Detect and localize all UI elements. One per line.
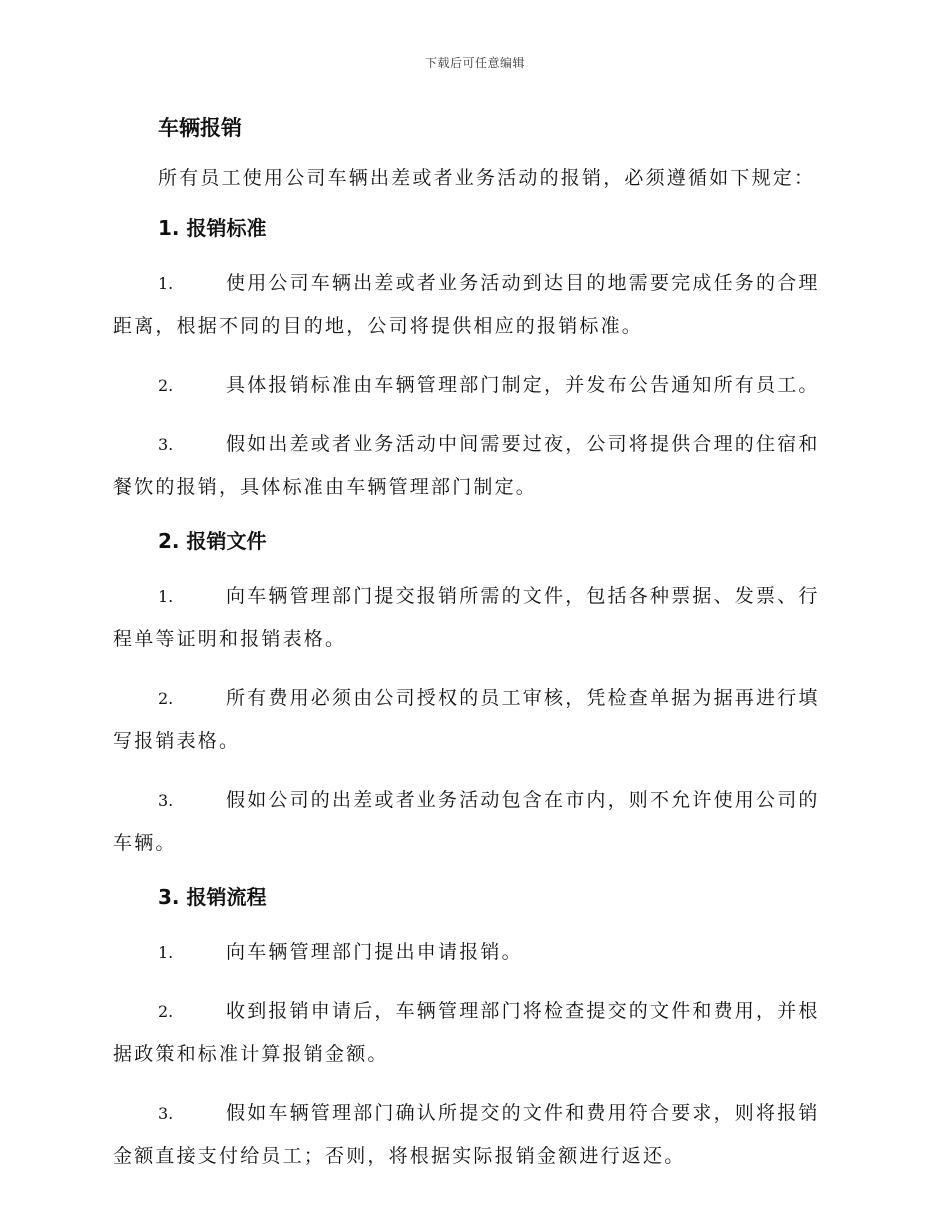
item-text: 向车辆管理部门提出申请报销。 (226, 941, 523, 963)
item-number: 1. (158, 587, 174, 606)
item-number: 3. (158, 435, 174, 454)
item-text: 具体报销标准由车辆管理部门制定，并发布公告通知所有员工。 (226, 374, 820, 396)
item-number: 3. (158, 1104, 174, 1123)
item-text: 假如出差或者业务活动中间需要过夜，公司将提供合理的住宿和餐饮的报销，具体标准由车辆管理部门制定。 (113, 433, 820, 498)
item-text: 使用公司车辆出差或者业务活动到达目的地需要完成任务的合理距离，根据不同的目的地，公司将提供相应的报销标准。 (113, 272, 820, 337)
section-heading: 3. 报销流程 (158, 885, 267, 909)
section-heading: 2. 报销文件 (158, 529, 267, 553)
item-text: 所有费用必须由公司授权的员工审核，凭检查单据为据再进行填写报销表格。 (113, 687, 820, 752)
intro-paragraph: 所有员工使用公司车辆出差或者业务活动的报销，必须遵循如下规定： (158, 167, 816, 189)
list-item (113, 364, 833, 407)
item-text: 假如公司的出差或者业务活动包含在市内，则不允许使用公司的车辆。 (113, 789, 820, 854)
list-item (113, 677, 833, 763)
list-item (113, 575, 833, 661)
item-number: 2. (158, 1002, 174, 1021)
item-number: 3. (158, 791, 174, 810)
item-number: 1. (158, 943, 174, 962)
list-item (113, 1092, 833, 1178)
list-item (113, 262, 833, 348)
item-number: 2. (158, 376, 174, 395)
list-item (113, 931, 833, 974)
item-text: 收到报销申请后，车辆管理部门将检查提交的文件和费用，并根据政策和标准计算报销金额。 (113, 1000, 820, 1065)
page-title: 车辆报销 (158, 116, 242, 140)
list-item (113, 779, 833, 865)
list-item (113, 423, 833, 509)
document-body (113, 110, 833, 1178)
section-heading: 1. 报销标准 (158, 216, 267, 240)
item-number: 2. (158, 689, 174, 708)
item-text: 向车辆管理部门提交报销所需的文件，包括各种票据、发票、行程单等证明和报销表格。 (113, 585, 820, 650)
item-number: 1. (158, 274, 174, 293)
item-text: 假如车辆管理部门确认所提交的文件和费用符合要求，则将报销金额直接支付给员工；否则，将根据实际报销金额进行返还。 (113, 1102, 820, 1167)
list-item (113, 990, 833, 1076)
header-note: 下载后可任意编辑 (424, 56, 525, 70)
